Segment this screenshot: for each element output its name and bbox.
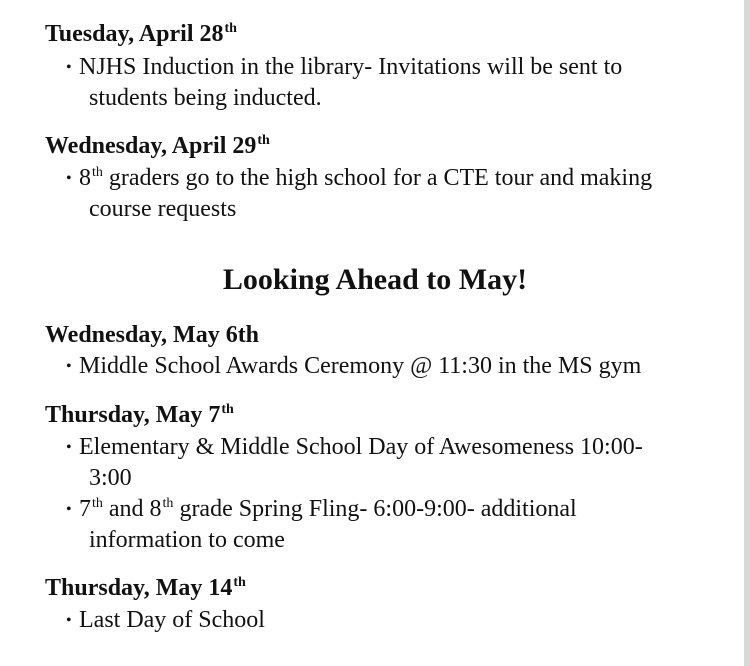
item-continuation: 3:00 xyxy=(89,465,132,491)
item-text xyxy=(79,163,652,197)
bullet-icon: • xyxy=(66,439,72,456)
date-text: Wednesday, April 29 xyxy=(45,133,257,159)
date-text: Wednesday, May 6th xyxy=(45,322,260,348)
date-suffix: th xyxy=(224,21,237,36)
item-mid-suffix: th xyxy=(162,496,174,511)
date-heading-apr-28 xyxy=(45,20,237,52)
date-suffix: th xyxy=(233,575,246,590)
bullet-icon: • xyxy=(66,612,72,629)
item-continuation: course requests xyxy=(89,196,237,222)
item-lead: 7 xyxy=(79,496,91,522)
item-text xyxy=(79,494,577,528)
item-continuation: information to come xyxy=(89,527,285,553)
bullet-icon: • xyxy=(66,501,72,518)
bullet-icon: • xyxy=(66,59,72,76)
date-heading-may-7 xyxy=(45,401,234,433)
date-suffix: th xyxy=(221,402,234,417)
date-text: Thursday, May 14 xyxy=(45,575,233,601)
page-edge-divider xyxy=(744,0,750,666)
date-heading-apr-29 xyxy=(45,132,270,164)
date-heading-may-14 xyxy=(45,574,246,606)
item-text: Last Day of School xyxy=(79,607,265,633)
bullet-icon: • xyxy=(66,358,72,375)
date-suffix: th xyxy=(257,133,270,148)
bullet-icon: • xyxy=(66,170,72,187)
item-body: graders go to the high school for a CTE tour and making xyxy=(102,165,653,191)
item-lead-suffix: th xyxy=(92,496,103,511)
item-text: Elementary & Middle School Day of Awesomeness 10:00- xyxy=(79,434,643,460)
item-mid: and 8 xyxy=(102,496,162,522)
date-heading-may-6 xyxy=(45,321,259,349)
item-text: NJHS Induction in the library- Invitations will be sent to xyxy=(79,54,623,80)
item-text: Middle School Awards Ceremony @ 11:30 in the MS gym xyxy=(79,353,642,379)
item-body: grade Spring Fling- 6:00-9:00- additional xyxy=(173,496,577,522)
date-text: Tuesday, April 28 xyxy=(45,21,224,47)
item-lead-suffix: th xyxy=(92,165,103,180)
date-text: Thursday, May 7 xyxy=(45,402,221,428)
item-lead: 8 xyxy=(79,165,91,191)
item-continuation: students being inducted. xyxy=(89,85,322,111)
section-title: Looking Ahead to May! xyxy=(222,263,528,296)
